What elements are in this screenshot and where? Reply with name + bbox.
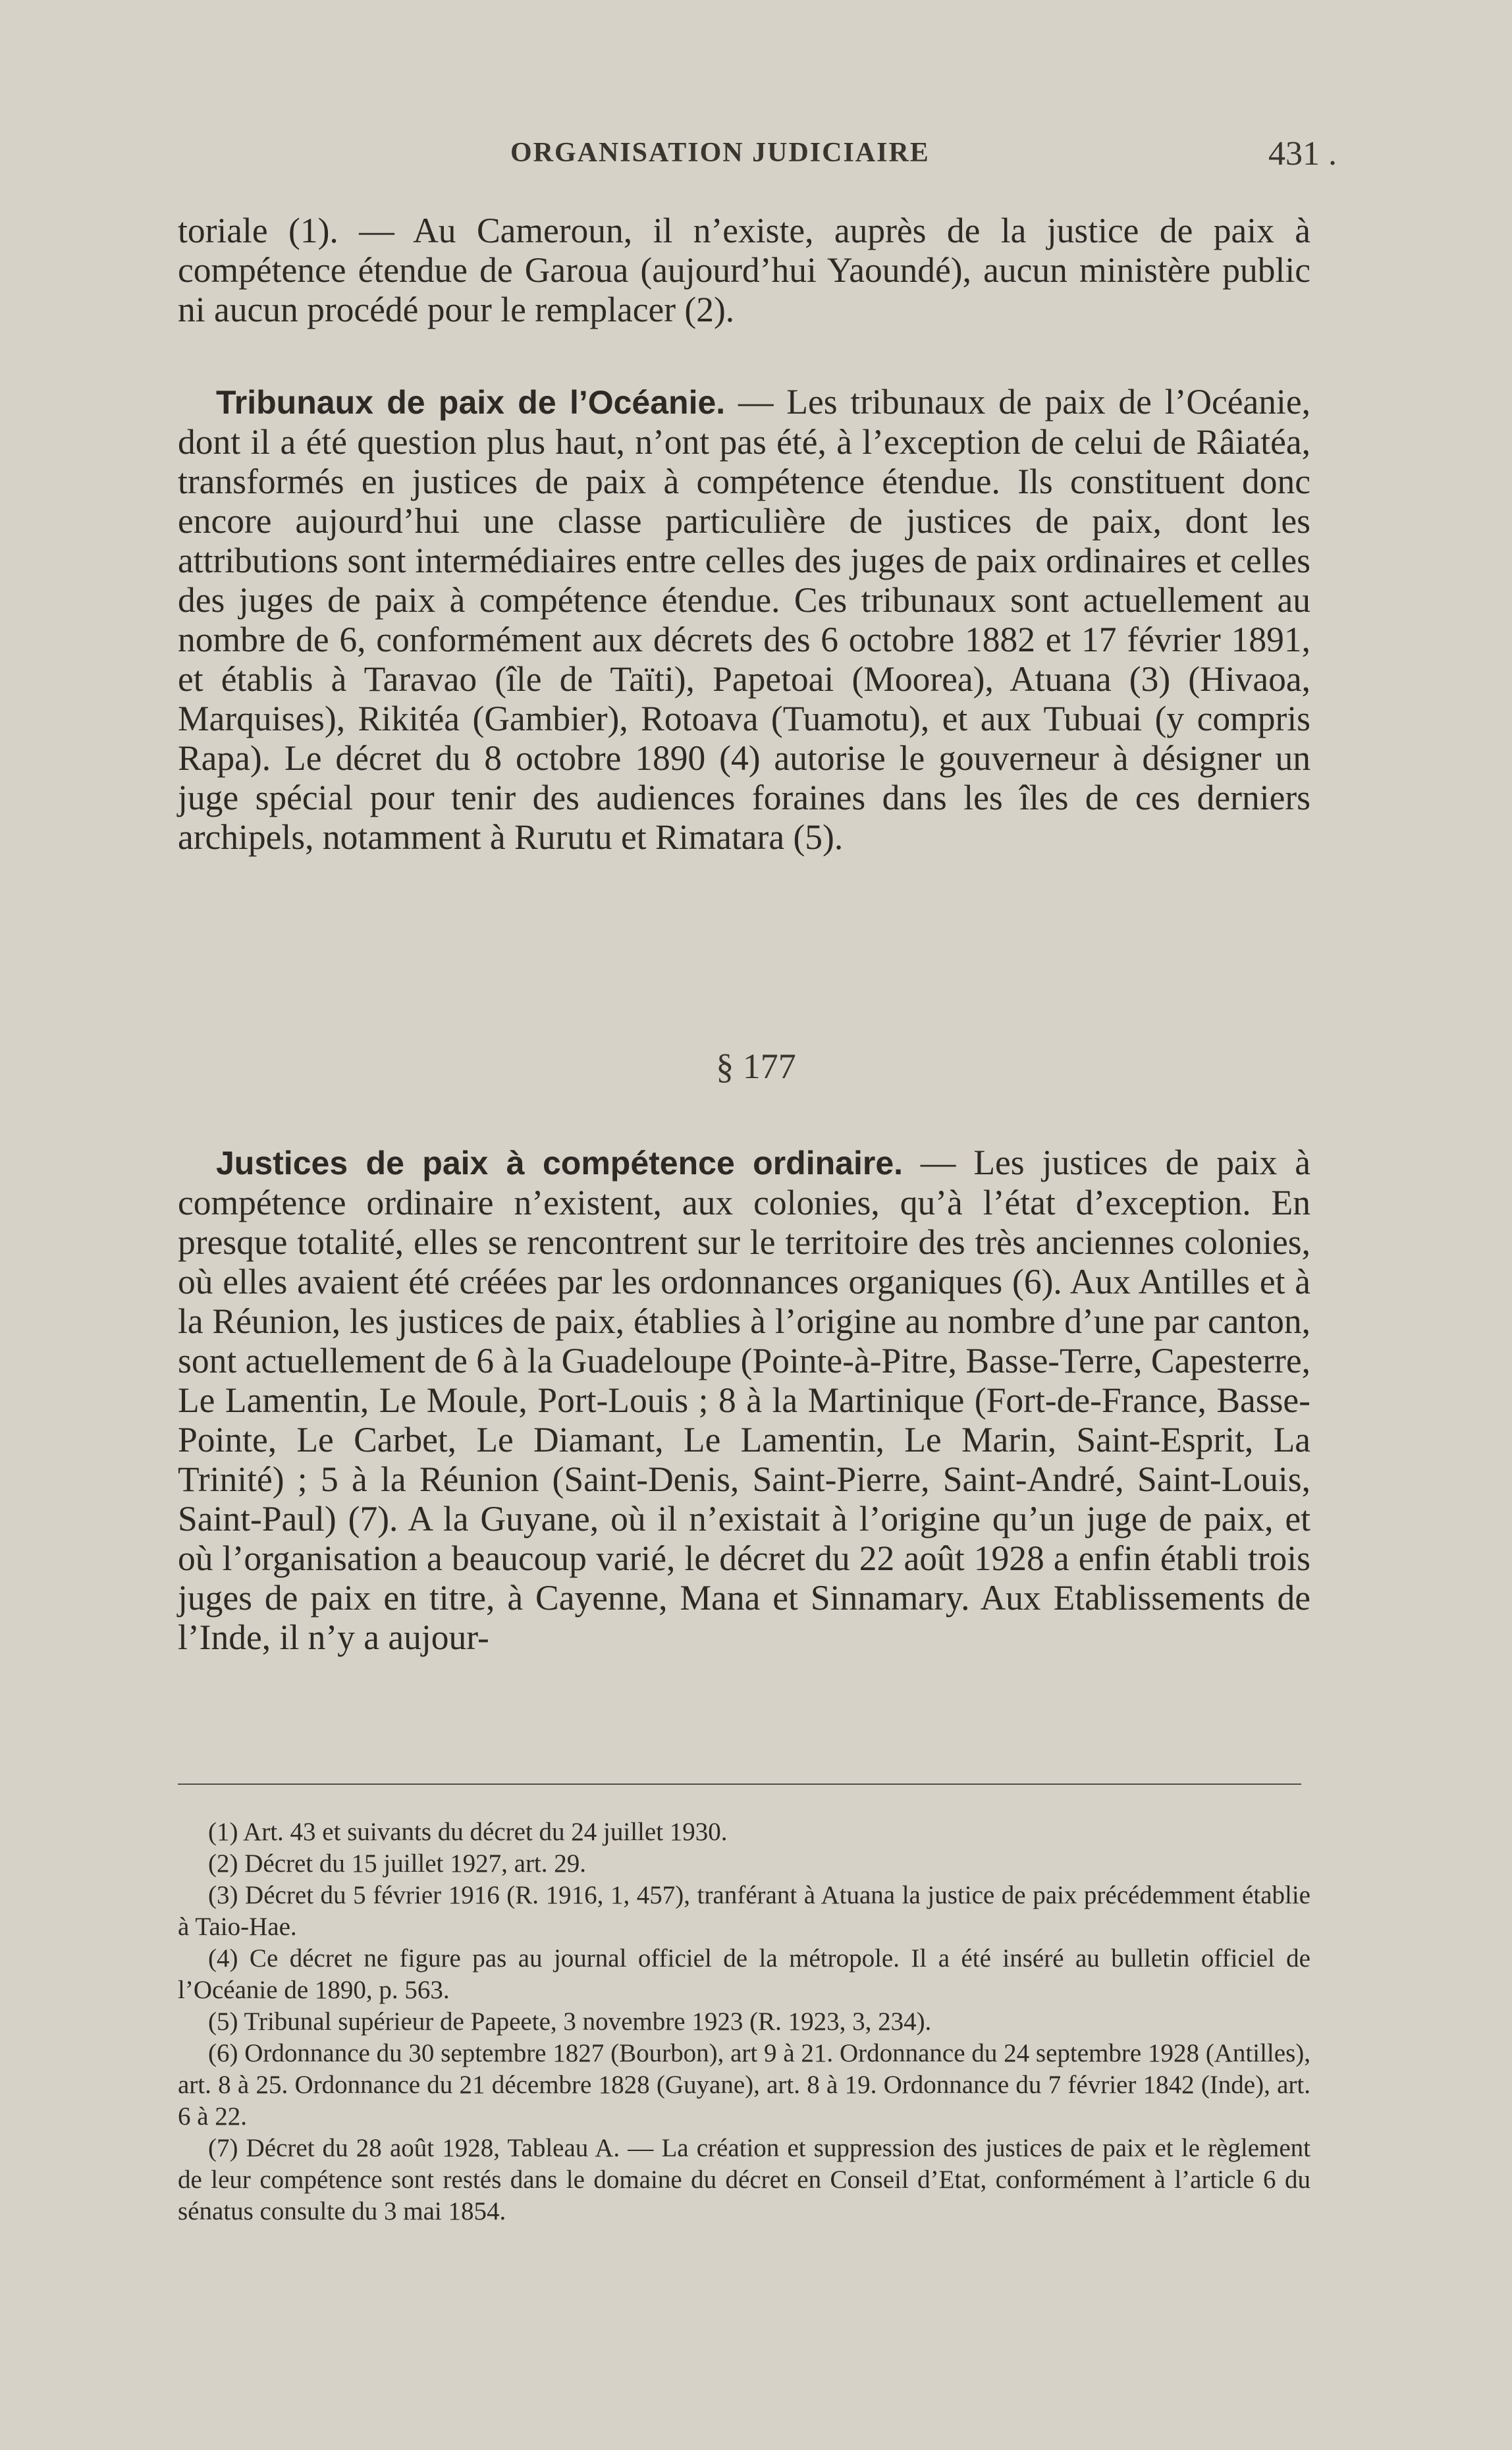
running-title: ORGANISATION JUDICIAIRE [510, 138, 930, 168]
footnote-4: (4) Ce décret ne figure pas au journal officiel de la métropole. Il a été inséré au bulletin officiel de l’Océanie de 1890, p. 563. [178, 1944, 1310, 2004]
run-in-heading: Justices de paix à compétence ordinaire. [216, 1145, 904, 1182]
paragraph-body [178, 1143, 1310, 1657]
page-header [178, 137, 1337, 177]
footnote-7: (7) Décret du 28 août 1928, Tableau A. — La création et suppression des justices de paix et le règlement de leur compétence sont restés dans le domaine du décret en Conseil d’Etat, conformément à l’article 6 du sénatus consulte du 3 mai 1854. [178, 2134, 1310, 2225]
paragraph-text: toriale (1). — Au Cameroun, il n’existe, auprès de la justice de paix à compétence étendue de Garoua (aujourd’hui Yaoundé), aucun ministère public ni aucun procédé pour le remplacer (2). [178, 211, 1310, 329]
paragraph-text: — Les tribunaux de paix de l’Océanie, dont il a été question plus haut, n’ont pas été, à l’exception de celui de Râiatéa, transformés en justices de paix à compétence étendue. Ils constituent donc encore aujourd’hui une classe particulière de justices de paix, dont les attributions sont intermédiaires entre celles des juges de paix ordinaires et celles des juges de paix à compétence étendue. Ces tribunaux sont actuellement au nombre de 6, conformément aux décrets des 6 octobre 1882 et 17 février 1891, et établis à Taravao (île de Taïti), Papetoai (Moorea), Atuana (3) (Hivaoa, Marquises), Rikitéa (Gambier), Rotoava (Tuamotu), et aux Tubuai (y compris Rapa). Le décret du 8 octobre 1890 (4) autorise le gouverneur à désigner un juge spécial pour tenir des audiences foraines dans les îles de ces derniers archipels, notamment à Rurutu et Rimatara (5). [178, 382, 1310, 857]
paragraph-tribunaux-oceanie [178, 382, 1310, 857]
footnote-6: (6) Ordonnance du 30 septembre 1827 (Bourbon), art 9 à 21. Ordonnance du 24 septembre 1928 (Antilles), art. 8 à 25. Ordonnance du 21 décembre 1828 (Guyane), art. 8 à 19. Ordonnance du 7 février 1842 (Inde), art. 6 à 22. [178, 2039, 1310, 2131]
footnotes [178, 1816, 1310, 2227]
run-in-heading: Tribunaux de paix de l’Océanie. [216, 384, 726, 421]
footnote-divider [178, 1783, 1301, 1785]
footnote-1: (1) Art. 43 et suivants du décret du 24 juillet 1930. [208, 1818, 728, 1846]
paragraph-cameroun [178, 211, 1310, 329]
footnote-5: (5) Tribunal supérieur de Papeete, 3 novembre 1923 (R. 1923, 3, 234). [208, 2007, 932, 2036]
footnote-2: (2) Décret du 15 juillet 1927, art. 29. [208, 1849, 587, 1878]
footnote-3: (3) Décret du 5 février 1916 (R. 1916, 1, 457), tranférant à Atuana la justice de paix précédemment établie à Taio-Hae. [178, 1881, 1310, 1941]
paragraph-text: — Les justices de paix à compétence ordinaire n’existent, aux colonies, qu’à l’état d’exception. En presque totalité, elles se rencontrent sur le territoire des très anciennes colonies, où elles avaient été créées par les ordonnances organiques (6). Aux Antilles et à la Réunion, les justices de paix, établies à l’origine au nombre d’une par canton, sont actuellement de 6 à la Guadeloupe (Pointe-à-Pitre, Basse-Terre, Capesterre, Le Lamentin, Le Moule, Port-Louis ; 8 à la Martinique (Fort-de-France, Basse-Pointe, Le Carbet, Le Diamant, Le Lamentin, Le Marin, Saint-Esprit, La Trinité) ; 5 à la Réunion (Saint-Denis, Saint-Pierre, Saint-André, Saint-Louis, Saint-Paul) (7). A la Guyane, où il n’existait à l’origine qu’un juge de paix, et où l’organisation a beaucoup varié, le décret du 22 août 1928 a enfin établi trois juges de paix en titre, à Cayenne, Mana et Sinnamary. Aux Etablissements de l’Inde, il n’y a aujour- [178, 1143, 1311, 1657]
page-number: 431 . [1268, 135, 1337, 173]
section-number: § 177 [716, 1047, 796, 1086]
paragraph-justices-ordinaires [178, 1143, 1310, 1657]
paragraph-body [178, 382, 1310, 857]
